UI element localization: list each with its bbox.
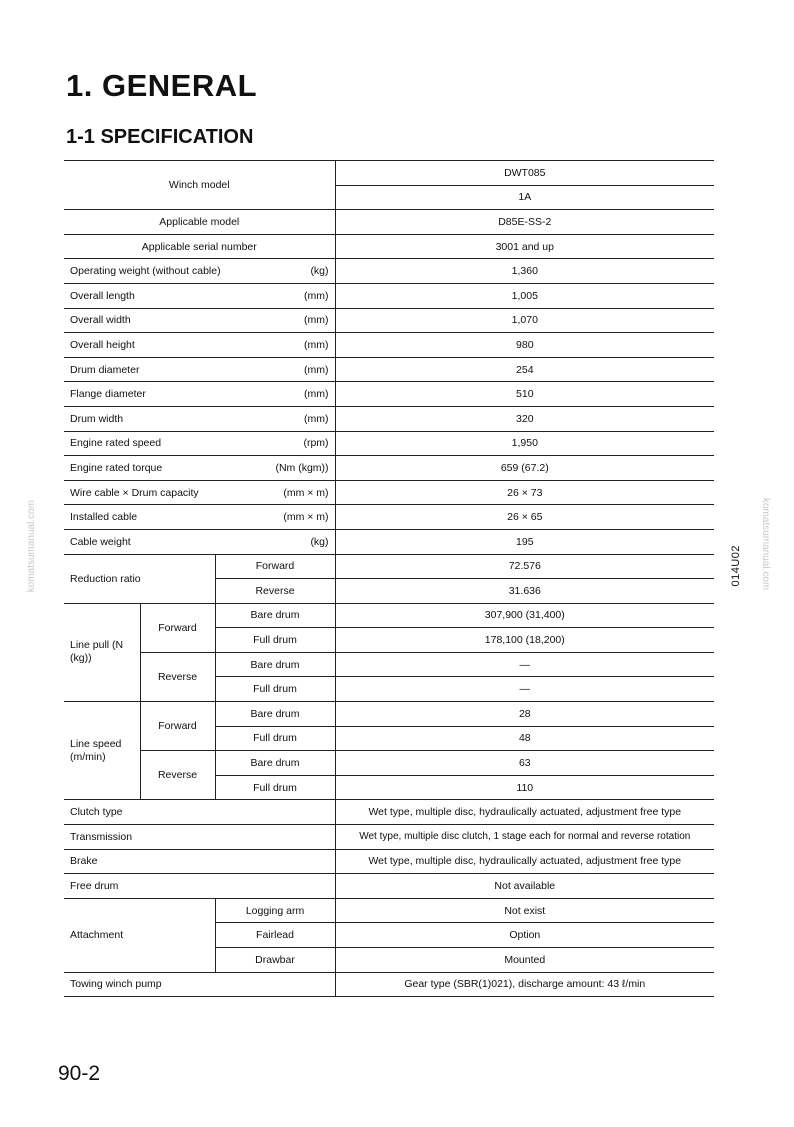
applicable-model-label: Applicable model	[64, 210, 335, 235]
clutch-type-label: Clutch type	[64, 800, 335, 825]
specification-table	[64, 160, 714, 997]
table-row	[64, 456, 714, 481]
line-speed-forward-full: 48	[335, 726, 714, 751]
table-row	[64, 382, 714, 407]
table-row	[64, 652, 714, 677]
row-unit: (mm × m)	[283, 511, 329, 524]
towing-winch-pump-label: Towing winch pump	[64, 972, 335, 997]
table-row	[64, 431, 714, 456]
table-row	[64, 972, 714, 997]
row-value: 1,005	[335, 283, 714, 308]
table-row	[64, 529, 714, 554]
row-label: Flange diameter	[70, 388, 146, 401]
table-row	[64, 554, 714, 579]
free-drum-value: Not available	[335, 874, 714, 899]
row-value: 1,950	[335, 431, 714, 456]
row-unit: (mm)	[304, 363, 329, 376]
row-label: Engine rated speed	[70, 437, 162, 450]
row-label: Drum width	[70, 412, 124, 425]
table-row	[64, 333, 714, 358]
bare-drum-label: Bare drum	[215, 702, 335, 727]
reduction-forward-value: 72.576	[335, 554, 714, 579]
table-row	[64, 874, 714, 899]
page-title: 1. GENERAL	[66, 68, 258, 103]
document-code: 014U02	[730, 545, 742, 587]
row-value: 320	[335, 406, 714, 431]
table-row	[64, 480, 714, 505]
row-unit: (kg)	[310, 535, 329, 548]
table-row	[64, 406, 714, 431]
drawbar-value: Mounted	[335, 948, 714, 973]
line-speed-label: Line speed (m/min)	[64, 702, 140, 800]
logging-arm-value: Not exist	[335, 898, 714, 923]
reduction-reverse-label: Reverse	[215, 579, 335, 604]
row-unit: (kg)	[310, 265, 329, 278]
brake-value: Wet type, multiple disc, hydraulically actuated, adjustment free type	[335, 849, 714, 874]
row-unit: (mm × m)	[283, 486, 329, 499]
bare-drum-label: Bare drum	[215, 652, 335, 677]
row-value: 26 × 65	[335, 505, 714, 530]
watermark-left: komatsumanual.com	[26, 500, 37, 593]
applicable-model-value: D85E-SS-2	[335, 210, 714, 235]
free-drum-label: Free drum	[64, 874, 335, 899]
fairlead-label: Fairlead	[215, 923, 335, 948]
row-label: Overall width	[70, 314, 131, 327]
table-row	[64, 308, 714, 333]
row-value: 980	[335, 333, 714, 358]
table-row	[64, 898, 714, 923]
row-label: Cable weight	[70, 535, 131, 548]
table-row	[64, 357, 714, 382]
table-row	[64, 210, 714, 235]
row-value: 1,070	[335, 308, 714, 333]
attachment-label: Attachment	[64, 898, 215, 972]
reduction-forward-label: Forward	[215, 554, 335, 579]
bare-drum-label: Bare drum	[215, 603, 335, 628]
section-title: 1-1 SPECIFICATION	[66, 126, 254, 148]
watermark-right: komatsumanual.com	[760, 498, 771, 591]
table-row	[64, 603, 714, 628]
row-unit: (mm)	[304, 412, 329, 425]
row-value: 26 × 73	[335, 480, 714, 505]
towing-winch-pump-value: Gear type (SBR(1)021), discharge amount: 43 ℓ/min	[335, 972, 714, 997]
line-pull-reverse-full: —	[335, 677, 714, 702]
line-pull-forward-bare: 307,900 (31,400)	[335, 603, 714, 628]
row-unit: (rpm)	[303, 437, 329, 450]
row-value: 1,360	[335, 259, 714, 284]
line-pull-reverse-bare: —	[335, 652, 714, 677]
table-row	[64, 259, 714, 284]
winch-model-value: DWT085	[335, 161, 714, 186]
row-label: Wire cable × Drum capacity	[70, 486, 199, 499]
full-drum-label: Full drum	[215, 628, 335, 653]
winch-model-label: Winch model	[64, 161, 335, 210]
reduction-reverse-value: 31.636	[335, 579, 714, 604]
row-unit: (Nm (kgm))	[275, 461, 329, 474]
full-drum-label: Full drum	[215, 677, 335, 702]
line-speed-forward-label: Forward	[140, 702, 215, 751]
row-label: Engine rated torque	[70, 461, 163, 474]
row-unit: (mm)	[304, 314, 329, 327]
table-row	[64, 161, 714, 186]
drawbar-label: Drawbar	[215, 948, 335, 973]
row-label: Operating weight (without cable)	[70, 265, 221, 278]
row-value: 195	[335, 529, 714, 554]
line-pull-reverse-label: Reverse	[140, 652, 215, 701]
logging-arm-label: Logging arm	[215, 898, 335, 923]
transmission-value: Wet type, multiple disc clutch, 1 stage each for normal and reverse rotation	[335, 825, 714, 850]
bare-drum-label: Bare drum	[215, 751, 335, 776]
table-row	[64, 800, 714, 825]
row-unit: (mm)	[304, 338, 329, 351]
row-label: Overall length	[70, 289, 135, 302]
row-value: 659 (67.2)	[335, 456, 714, 481]
full-drum-label: Full drum	[215, 726, 335, 751]
line-speed-reverse-label: Reverse	[140, 751, 215, 800]
row-label: Overall height	[70, 338, 135, 351]
transmission-label: Transmission	[64, 825, 335, 850]
page-number: 90-2	[58, 1062, 101, 1085]
line-speed-reverse-full: 110	[335, 775, 714, 800]
row-value: 254	[335, 357, 714, 382]
serial-value: 3001 and up	[335, 234, 714, 259]
row-label: Installed cable	[70, 511, 138, 524]
brake-label: Brake	[64, 849, 335, 874]
full-drum-label: Full drum	[215, 775, 335, 800]
serial-label: Applicable serial number	[64, 234, 335, 259]
line-pull-forward-label: Forward	[140, 603, 215, 652]
table-row	[64, 234, 714, 259]
table-row	[64, 751, 714, 776]
line-pull-label: Line pull (N (kg))	[64, 603, 140, 701]
table-row	[64, 825, 714, 850]
winch-model-suffix: 1A	[335, 185, 714, 210]
line-pull-forward-full: 178,100 (18,200)	[335, 628, 714, 653]
row-unit: (mm)	[304, 289, 329, 302]
line-speed-reverse-bare: 63	[335, 751, 714, 776]
clutch-type-value: Wet type, multiple disc, hydraulically actuated, adjustment free type	[335, 800, 714, 825]
table-row	[64, 283, 714, 308]
line-speed-forward-bare: 28	[335, 702, 714, 727]
row-label: Drum diameter	[70, 363, 140, 376]
row-value: 510	[335, 382, 714, 407]
table-row	[64, 702, 714, 727]
table-row	[64, 505, 714, 530]
reduction-ratio-label: Reduction ratio	[64, 554, 215, 603]
table-row	[64, 849, 714, 874]
row-unit: (mm)	[304, 388, 329, 401]
fairlead-value: Option	[335, 923, 714, 948]
